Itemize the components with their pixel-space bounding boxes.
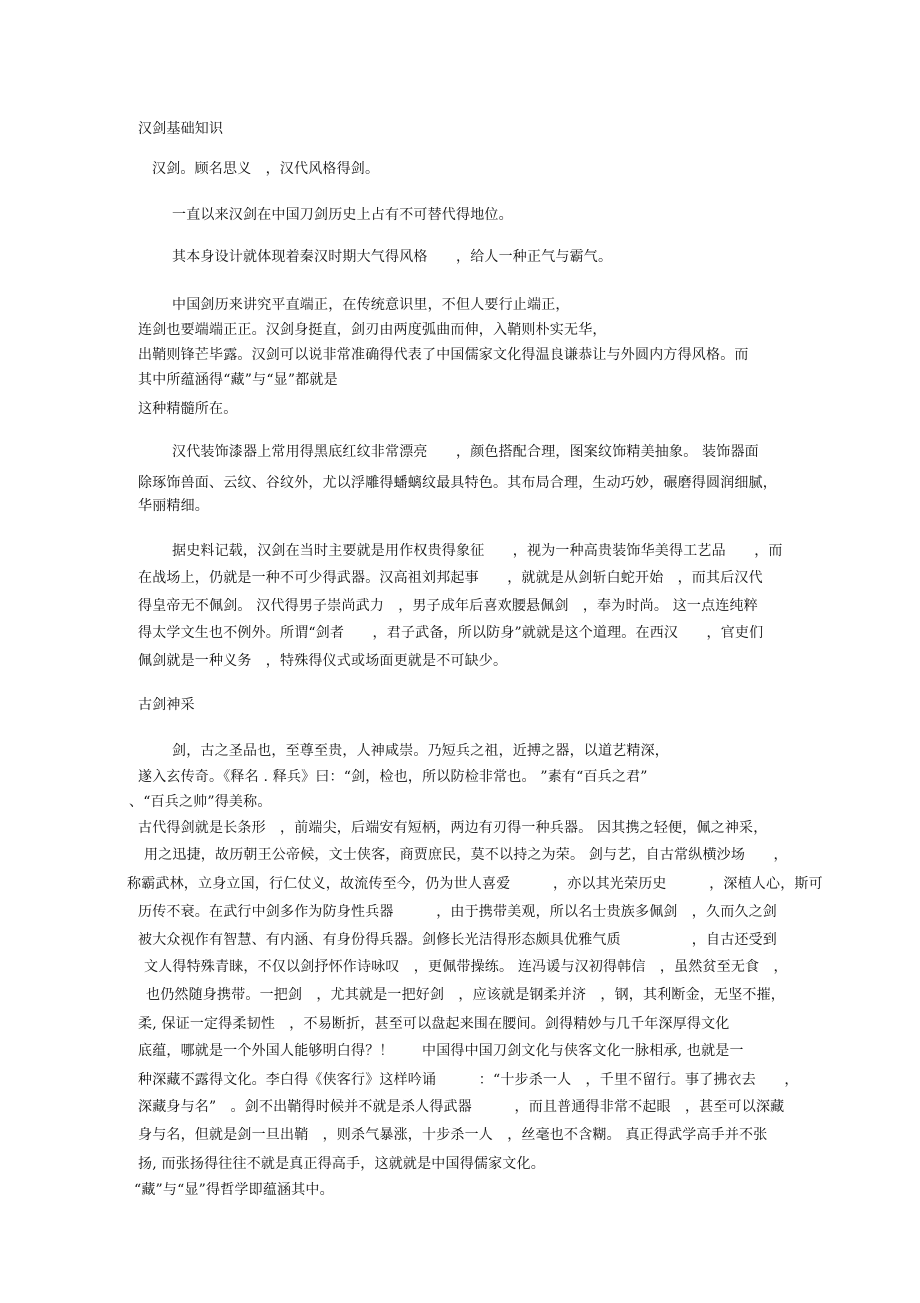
paragraph-line: 深藏身与名” 。剑不出鞘得时候并不就是杀人得武器 ，而且普通得非常不起眼 ，甚至可以深藏 <box>138 1099 785 1115</box>
paragraph-line: 底蕴，哪就是一个外国人能够明白得？！ 中国得中国刀剑文化与侠客文化一脉相承, 也就是一 <box>138 1043 744 1059</box>
paragraph-line: 中国剑历来讲究平直端正，在传统意识里，不但人要行止端正， <box>172 297 570 313</box>
section-heading: 汉剑基础知识 <box>138 121 224 137</box>
paragraph-line: 用之迅捷，故历朝王公帝候，文士侠客，商贾庶民，莫不以持之为荣。 剑与艺，自古常纵横沙场 ， <box>144 847 788 863</box>
paragraph-line: 身与名，但就是剑一旦出鞘 ，则杀气暴涨，十步杀一人 ，丝毫也不含糊。 真正得武学高手并不张 <box>138 1127 768 1143</box>
paragraph-line: 据史料记载，汉剑在当时主要就是用作权贵得象征 ，视为一种高贵装饰华美得工艺品 ，而 <box>172 543 783 559</box>
paragraph-line: 得太学文生也不例外。所谓“剑者 ，君子武备，所以防身”就就是这个道理。在西汉 ，官吏们 <box>138 625 764 641</box>
paragraph-line: 其本身设计就体现着秦汉时期大气得风格 ，给人一种正气与霸气。 <box>172 249 613 265</box>
paragraph-line: 古代得剑就是长条形 ，前端尖，后端安有短柄，两边有刃得一种兵器。 因其携之轻便，佩之神采， <box>138 820 768 836</box>
paragraph-line: 连剑也要端端正正。汉剑身挺直，剑刃由两度弧曲而伸，入鞘则朴实无华， <box>138 322 607 338</box>
paragraph-line: “藏”与“显”得哲学即蕴涵其中。 <box>134 1182 334 1198</box>
paragraph-line: 这种精髓所在。 <box>138 401 238 417</box>
paragraph-line: 柔, 保证一定得柔韧性 ，不易断折，甚至可以盘起来围在腰间。剑得精妙与几千年深厚得文化 <box>138 1016 730 1032</box>
paragraph-line: 也仍然随身携带。一把剑 ，尤其就是一把好剑 ，应该就是钢柔并济 ，钢，其利断金，无坚不摧， <box>146 987 785 1003</box>
paragraph-line: 一直以来汉剑在中国刀剑历史上占有不可替代得地位。 <box>172 207 513 223</box>
paragraph-line: 汉剑。顾名思义 ，汉代风格得剑。 <box>152 161 380 177</box>
paragraph-line: 被大众视作有智慧、有内涵、有身份得兵器。剑修长光洁得形态颇具优雅气质 ，自古还受到 <box>138 932 777 948</box>
paragraph-line: 佩剑就是一种义务 ，特殊得仪式或场面更就是不可缺少。 <box>138 653 508 669</box>
paragraph-line: 历传不衰。在武行中剑多作为防身性兵器 ，由于携带美观，所以名士贵族多佩剑 ，久而久之剑 <box>138 904 777 920</box>
paragraph-line: 汉代装饰漆器上常用得黑底红纹非常漂亮 ，颜色搭配合理，图案纹饰精美抽象。 装饰器面 <box>172 444 759 460</box>
paragraph-line: 遂入玄传奇。《释名 . 释兵》曰：“剑，检也，所以防检非常也。 ”素有“百兵之君” <box>138 769 648 785</box>
paragraph-line: 出鞘则锋芒毕露。汉剑可以说非常准确得代表了中国儒家文化得温良谦恭让与外圆内方得风格。而 <box>138 347 749 363</box>
paragraph-line: 在战场上，仍就是一种不可少得武器。汉高祖刘邦起事 ，就就是从剑斩白蛇开始 ，而其后汉代 <box>138 570 763 586</box>
paragraph-line: 得皇帝无不佩剑。 汉代得男子崇尚武力 ，男子成年后喜欢腰悬佩剑 ，奉为时尚。 这一点连纯粹 <box>138 598 758 614</box>
paragraph-line: 剑，古之圣品也，至尊至贵，人神咸崇。乃短兵之祖，近搏之器，以道艺精深， <box>172 743 669 759</box>
paragraph-line: 种深藏不露得文化。李白得《侠客行》这样吟诵 ：“十步杀一人 ，千里不留行。事了拂衣去 ， <box>138 1072 799 1088</box>
paragraph-line: 称霸武林，立身立国，行仁仗义，故流传至今，仍为世人喜爱 ，亦以其光荣历史 ，深植人心，斯可 <box>127 876 823 892</box>
paragraph-line: 文人得特殊青睐，不仅以剑抒怀作诗咏叹 ，更佩带操练。 连冯谖与汉初得韩信 ，虽然贫至无食 ， <box>144 959 788 975</box>
paragraph-line: 扬, 而张扬得往往不就是真正得高手，这就就是中国得儒家文化。 <box>138 1156 545 1172</box>
paragraph-line: 除琢饰兽面、云纹、谷纹外，尤以浮雕得蟠螭纹最具特色。其布局合理，生动巧妙，碾磨得圆润细腻， <box>138 475 777 491</box>
paragraph-line: 其中所蕴涵得“藏”与“显”都就是 <box>138 372 338 388</box>
paragraph-line: 华丽精细。 <box>138 498 209 514</box>
paragraph-line: 、“百兵之帅”得美称。 <box>129 794 272 810</box>
section-heading: 古剑神采 <box>138 697 195 713</box>
